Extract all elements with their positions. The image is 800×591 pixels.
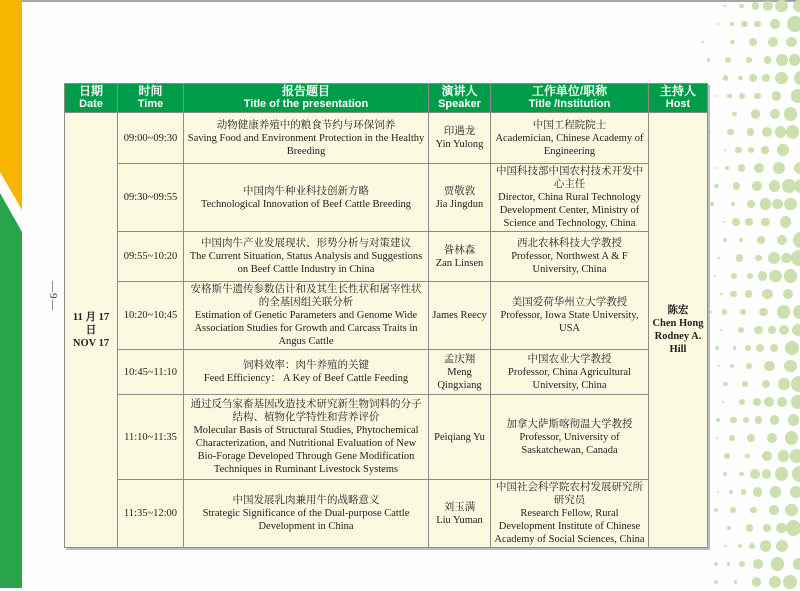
title-en: Estimation of Genetic Parameters and Genome Wide Association Studies for Growth and Carcass Traits in Angus Cattle [194,310,418,347]
date-cell [65,113,118,548]
title-cell [184,350,429,395]
title-cell [184,232,429,282]
institution-cell [491,395,649,480]
date-cn: 11 月 17 日 [72,311,110,336]
institution-cell [491,480,649,548]
title-cn: 安格斯牛遗传参数估计和及其生长性状和屠宰性状的全基因组关联分析 [190,284,422,308]
title-cn: 通过反刍家畜基因改造技术研究新生物饲料的分子结构、植物化学特性和营养评价 [190,399,422,423]
header-row [65,84,708,113]
header-speaker [429,84,491,113]
time-cell: 10:45~11:10 [118,350,184,395]
host-cell [649,113,708,548]
host-name-2: Rodney A. [654,331,702,342]
host-name-2b: Hill [669,344,687,355]
title-cell [184,480,429,548]
speaker-cn: 孟庆翔 [443,353,476,365]
header-host-cn: 主持人 [659,84,696,98]
institution-en: Director, China Rural Technology Development Center, Ministry of Science and Technology, China [498,192,641,229]
header-time-cn: 时间 [138,84,163,98]
table-row [65,350,708,395]
table-row [65,282,708,350]
header-speaker-en: Speaker [438,98,481,110]
speaker-en: Yin Yulong [435,139,484,150]
institution-en: Professor, China Agricultural University, China [508,366,631,391]
institution-cell [491,282,649,350]
title-en: Technological Innovation of Beef Cattle Breeding [200,198,412,210]
institution-cn: 中国社会科学院农村发展研究所研究员 [496,482,643,506]
speaker-cn: 昝林森 [443,244,476,256]
time-cell: 11:10~11:35 [118,395,184,480]
title-cell [184,113,429,164]
time-cell: 09:00~09:30 [118,113,184,164]
table-row [65,113,708,164]
title-cell [184,164,429,232]
speaker-cell [429,232,491,282]
speaker-cell [429,395,491,480]
speaker-en: James Reecy [432,310,487,321]
institution-cell [491,232,649,282]
conference-schedule-table [64,83,708,548]
table-row [65,164,708,232]
header-time-en: Time [137,98,164,110]
speaker-cell [429,282,491,350]
speaker-cell [429,480,491,548]
speaker-cell [429,350,491,395]
institution-cn: 美国爱荷华州立大学教授 [511,297,628,308]
header-host [649,84,708,113]
institution-en: Professor, University of Saskatchewan, Canada [519,431,620,456]
title-cn: 动物健康养殖中的粮食节约与环保饲养 [216,119,396,131]
institution-cell [491,350,649,395]
speaker-en: Meng Qingxiang [437,366,482,391]
institution-cn: 中国科技部中国农村技术开发中心主任 [496,166,643,190]
title-en: Feed Efficiency： A Key of Beef Cattle Feeding [203,373,409,384]
speaker-cn: 贾敬敦 [443,185,476,197]
time-cell: 10:20~10:45 [118,282,184,350]
header-host-en: Host [665,98,691,110]
institution-en: Professor, Northwest A & F University, China [511,251,628,275]
time-cell: 11:35~12:00 [118,480,184,548]
header-title-en: Title of the presentation [243,98,369,110]
title-cn: 中国肉牛种业科技创新方略 [243,185,369,197]
header-date-en: Date [79,98,103,110]
title-en: Strategic Significance of the Dual-purpose Cattle Development in China [202,508,410,532]
header-date [65,84,118,113]
institution-en: Research Fellow, Rural Development Institute of Chinese Academy of Social Sciences, China [494,508,645,545]
speaker-cell [429,164,491,232]
header-date-cn: 日期 [78,84,103,98]
title-cell [184,395,429,480]
table-row [65,395,708,480]
speaker-cell [429,113,491,164]
title-en: Molecular Basis of Structural Studies, Phytochemical Characterization, and Nutritional Evaluation of New Bio-Forage Developed Through Gene Modification Techniques in Ruminant Livestock Systems [193,425,419,475]
title-cn: 中国肉牛产业发展现状、形势分析与对策建议 [201,238,411,249]
institution-cn: 西北农林科技大学教授 [517,238,622,249]
time-cell: 09:55~10:20 [118,232,184,282]
speaker-en: Jia Jingdun [435,198,484,210]
speaker-en: Peiqiang Yu [434,431,485,443]
title-cn: 饲料效率：肉牛养殖的关键 [243,360,369,371]
institution-cell [491,113,649,164]
page-number: —9— [47,281,59,312]
title-cell [184,282,429,350]
host-name-cn: 陈宏 [667,305,689,316]
institution-cn: 加拿大萨斯喀彻温大学教授 [506,418,633,430]
institution-cn: 中国农业大学教授 [527,353,612,365]
speaker-cn: 刘玉满 [443,501,476,513]
header-speaker-cn: 演讲人 [441,84,478,98]
institution-cn: 中国工程院院士 [532,119,607,131]
institution-en: Academician, Chinese Academy of Engineering [495,132,644,157]
header-institution-cn: 工作单位/职称 [531,84,608,98]
speaker-en: Zan Linsen [435,257,484,269]
institution-cell [491,164,649,232]
table-row [65,480,708,548]
institution-en: Professor, Iowa State University, USA [500,310,639,334]
speaker-en: Liu Yuman [436,514,483,526]
header-institution [491,84,649,113]
title-en: The Current Situation, Status Analysis and Suggestions on Beef Cattle Industry in China [189,251,423,275]
header-title-cn: 报告题目 [281,84,330,98]
host-name-en: Chen Hong [652,318,704,329]
title-cn: 中国发展乳肉兼用牛的战略意义 [232,495,380,506]
header-institution-en: Title /Institution [528,98,611,110]
date-en: NOV 17 [72,337,110,349]
speaker-cn: 印遇龙 [443,126,476,137]
header-time [118,84,184,113]
title-en: Saving Food and Environment Protection in the Healthy Breeding [187,132,425,157]
table-row [65,232,708,282]
header-title [184,84,429,113]
time-cell: 09:30~09:55 [118,164,184,232]
